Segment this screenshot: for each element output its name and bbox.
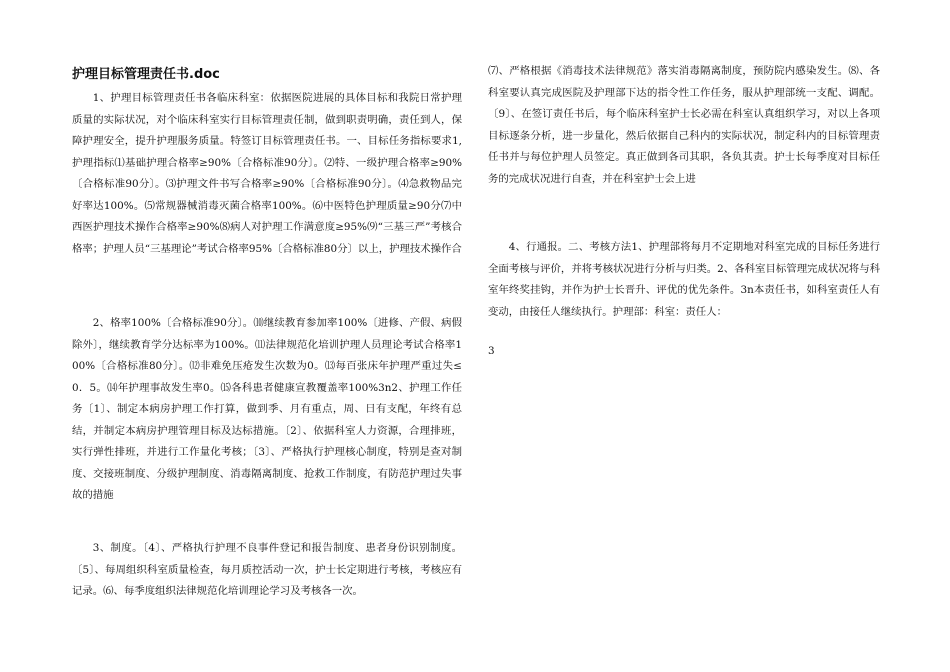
right-paragraph-2: 4、行通报。二、考核方法1、护理部将每月不定期地对科室完成的目标任务进行全面考核与评价，并将考核状况进行分析与归类。2、各科室目标管理完成状况将与科室年终奖挂钩，并作为护士长晋升、评优的优先条件。3n本责任书，如科室责任人有变动，由接任人继续执行。护理部：科室：责任人： xyxy=(488,241,880,318)
left-paragraph-2: 2、格率100%〔合格标准90分〕。⑽继续教育参加率100%〔进修、产假、病假除外〕，继续教育学分达标率为100%。⑾法律规范化培训护理人员理论考试合格率100%〔合格标准80分〕。⑿非难免压疮发生次数为0。⒀每百张床年护理严重过失≤0．5。⒁年护理事故发生率0。⒂各科患者健康宣教覆盖率100%3n2、护理工作任务〔1〕、制定本病房护理工作打算，做到季、月有重点，周、日有支配，年终有总结，并制定本病房护理管理目标及达标措施。〔2〕、依据科室人力资源，合理排班，实行弹性排班，并进行工作量化考核；〔3〕、严格执行护理核心制度，特别是查对制度、交接班制度、分级护理制度、消毒隔离制度、抢救工作制度，有防范护理过失事故的措施 xyxy=(72,317,462,501)
page-number: 3 xyxy=(488,345,495,357)
left-paragraph-1: 1、护理目标管理责任书各临床科室：依据医院进展的具体目标和我院日常护理质量的实际状况，对个临床科室实行目标管理责任制，做到职责明确，责任到人，保障护理安全，提升护理服务质量。特签订目标管理责任书。一、目标任务指标要求1,护理指标⑴基础护理合格率≥90%〔合格标准90分〕。⑵特、一级护理合格率≥90%〔合格标准90分〕。⑶护理文件书写合格率≥90%〔合格标准90分〕。⑷急救物品完好率达100%。⑸常规器械消毒灭菌合格率100%。⑹中医特色护理质量≥90分⑺中西医护理技术操作合格率≥90%⑻病人对护理工作满意度≥95%⑼“三基三严”考核合格率；护理人员“三基理论”考试合格率95%〔合格标准80分〕以上，护理技术操作合 xyxy=(72,92,462,255)
right-paragraph-1: ⑺、严格根据《消毒技术法律规范》落实消毒隔离制度，预防院内感染发生。⑻、各科室要认真完成医院及护理部下达的指令性工作任务，服从护理部统一支配、调配。〔9〕、在签订责任书后，每个临床科室护士长必需在科室认真组织学习，对以上各项目标逐条分析，进一步量化，然后依据自己科内的实际状况，制定科内的目标管理责任书并与每位护理人员签定。真正做到各司其职，各负其责。护士长每季度对目标任务的完成状况进行自查，并在科室护士会上进 xyxy=(488,65,880,185)
left-paragraph-3: 3、制度。〔4〕、严格执行护理不良事件登记和报告制度、患者身份识别制度。〔5〕、每周组织科室质量检查，每月质控活动一次，护士长定期进行考核，考核应有记录。⑹、每季度组织法律规范化培训理论学习及考核各一次。 xyxy=(72,542,462,597)
document-title: 护理目标管理责任书.doc xyxy=(72,67,220,82)
